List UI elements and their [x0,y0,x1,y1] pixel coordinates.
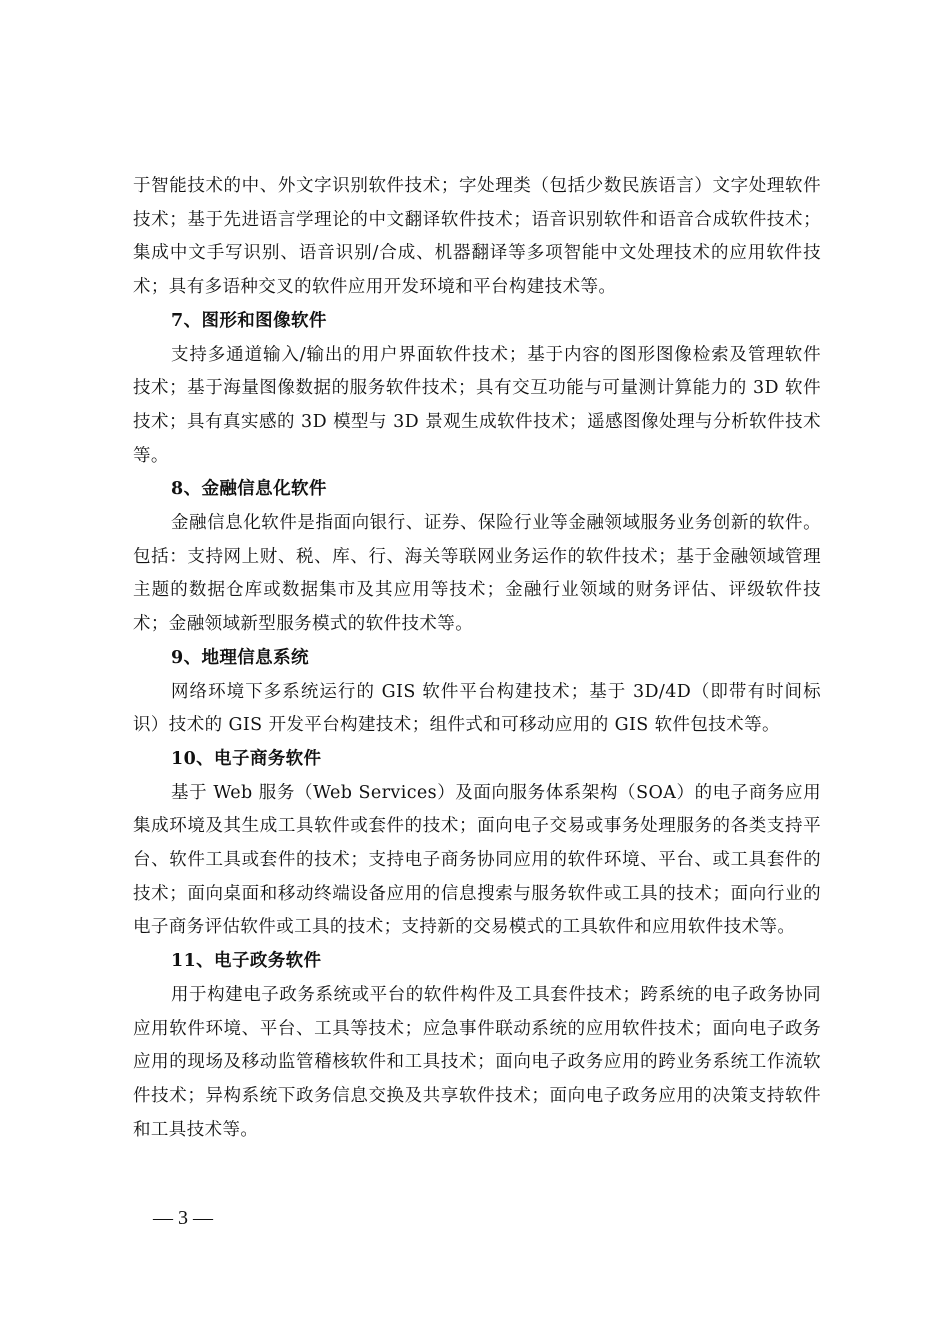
paragraph-graphics-image-software: 支持多通道输入/输出的用户界面软件技术；基于内容的图形图像检索及管理软件技术；基于海量图像数据的服务软件技术；具有交互功能与可量测计算能力的 3D 软件技术；具有真实感的 3D 模型与 3D 景观生成软件技术；遥感图像处理与分析软件技术等。 [133,344,821,466]
section-heading-graphics-image-software: 7、图形和图像软件 [171,310,327,331]
section-heading-egovernment-software: 11、电子政务软件 [171,951,322,972]
paragraph-continuation: 于智能技术的中、外文字识别软件技术；字处理类（包括少数民族语言）文字处理软件技术；基于先进语言学理论的中文翻译软件技术；语音识别软件和语音合成软件技术；集成中文手写识别、语音识别/合成、机器翻译等多项智能中文处理技术的应用软件技术；具有多语种交叉的软件应用开发环境和平台构建技术等。 [133,176,821,298]
paragraph-ecommerce-software: 基于 Web 服务（Web Services）及面向服务体系架构（SOA）的电子商务应用集成环境及其生成工具软件或套件的技术；面向电子交易或事务处理服务的各类支持平台、软件工具或套件的技术；支持电子商务协同应用的软件环境、平台、或工具套件的技术；面向桌面和移动终端设备应用的信息搜索与服务软件或工具的技术；面向行业的电子商务评估软件或工具的技术；支持新的交易模式的工具软件和应用软件技术等。 [133,782,821,938]
section-heading-ecommerce-software: 10、电子商务软件 [171,748,322,769]
paragraph-financial-software: 金融信息化软件是指面向银行、证券、保险行业等金融领域服务业务创新的软件。包括：支持网上财、税、库、行、海关等联网业务运作的软件技术；基于金融领域管理主题的数据仓库或数据集市及其应用等技术；金融行业领域的财务评估、评级软件技术；金融领域新型服务模式的软件技术等。 [133,513,821,635]
page-number: — 3 — [153,1207,213,1229]
paragraph-egovernment-software: 用于构建电子政务系统或平台的软件构件及工具套件技术；跨系统的电子政务协同应用软件环境、平台、工具等技术；应急事件联动系统的应用软件技术；面向电子政务应用的现场及移动监管稽核软件和工具技术；面向电子政务应用的跨业务系统工作流软件技术；异构系统下政务信息交换及共享软件技术；面向电子政务应用的决策支持软件和工具技术等。 [133,984,821,1140]
section-heading-gis: 9、地理信息系统 [171,647,309,668]
document-body [133,170,821,1147]
section-heading-financial-software: 8、金融信息化软件 [171,479,327,500]
paragraph-gis: 网络环境下多系统运行的 GIS 软件平台构建技术；基于 3D/4D（即带有时间标识）技术的 GIS 开发平台构建技术；组件式和可移动应用的 GIS 软件包技术等。 [133,681,821,736]
